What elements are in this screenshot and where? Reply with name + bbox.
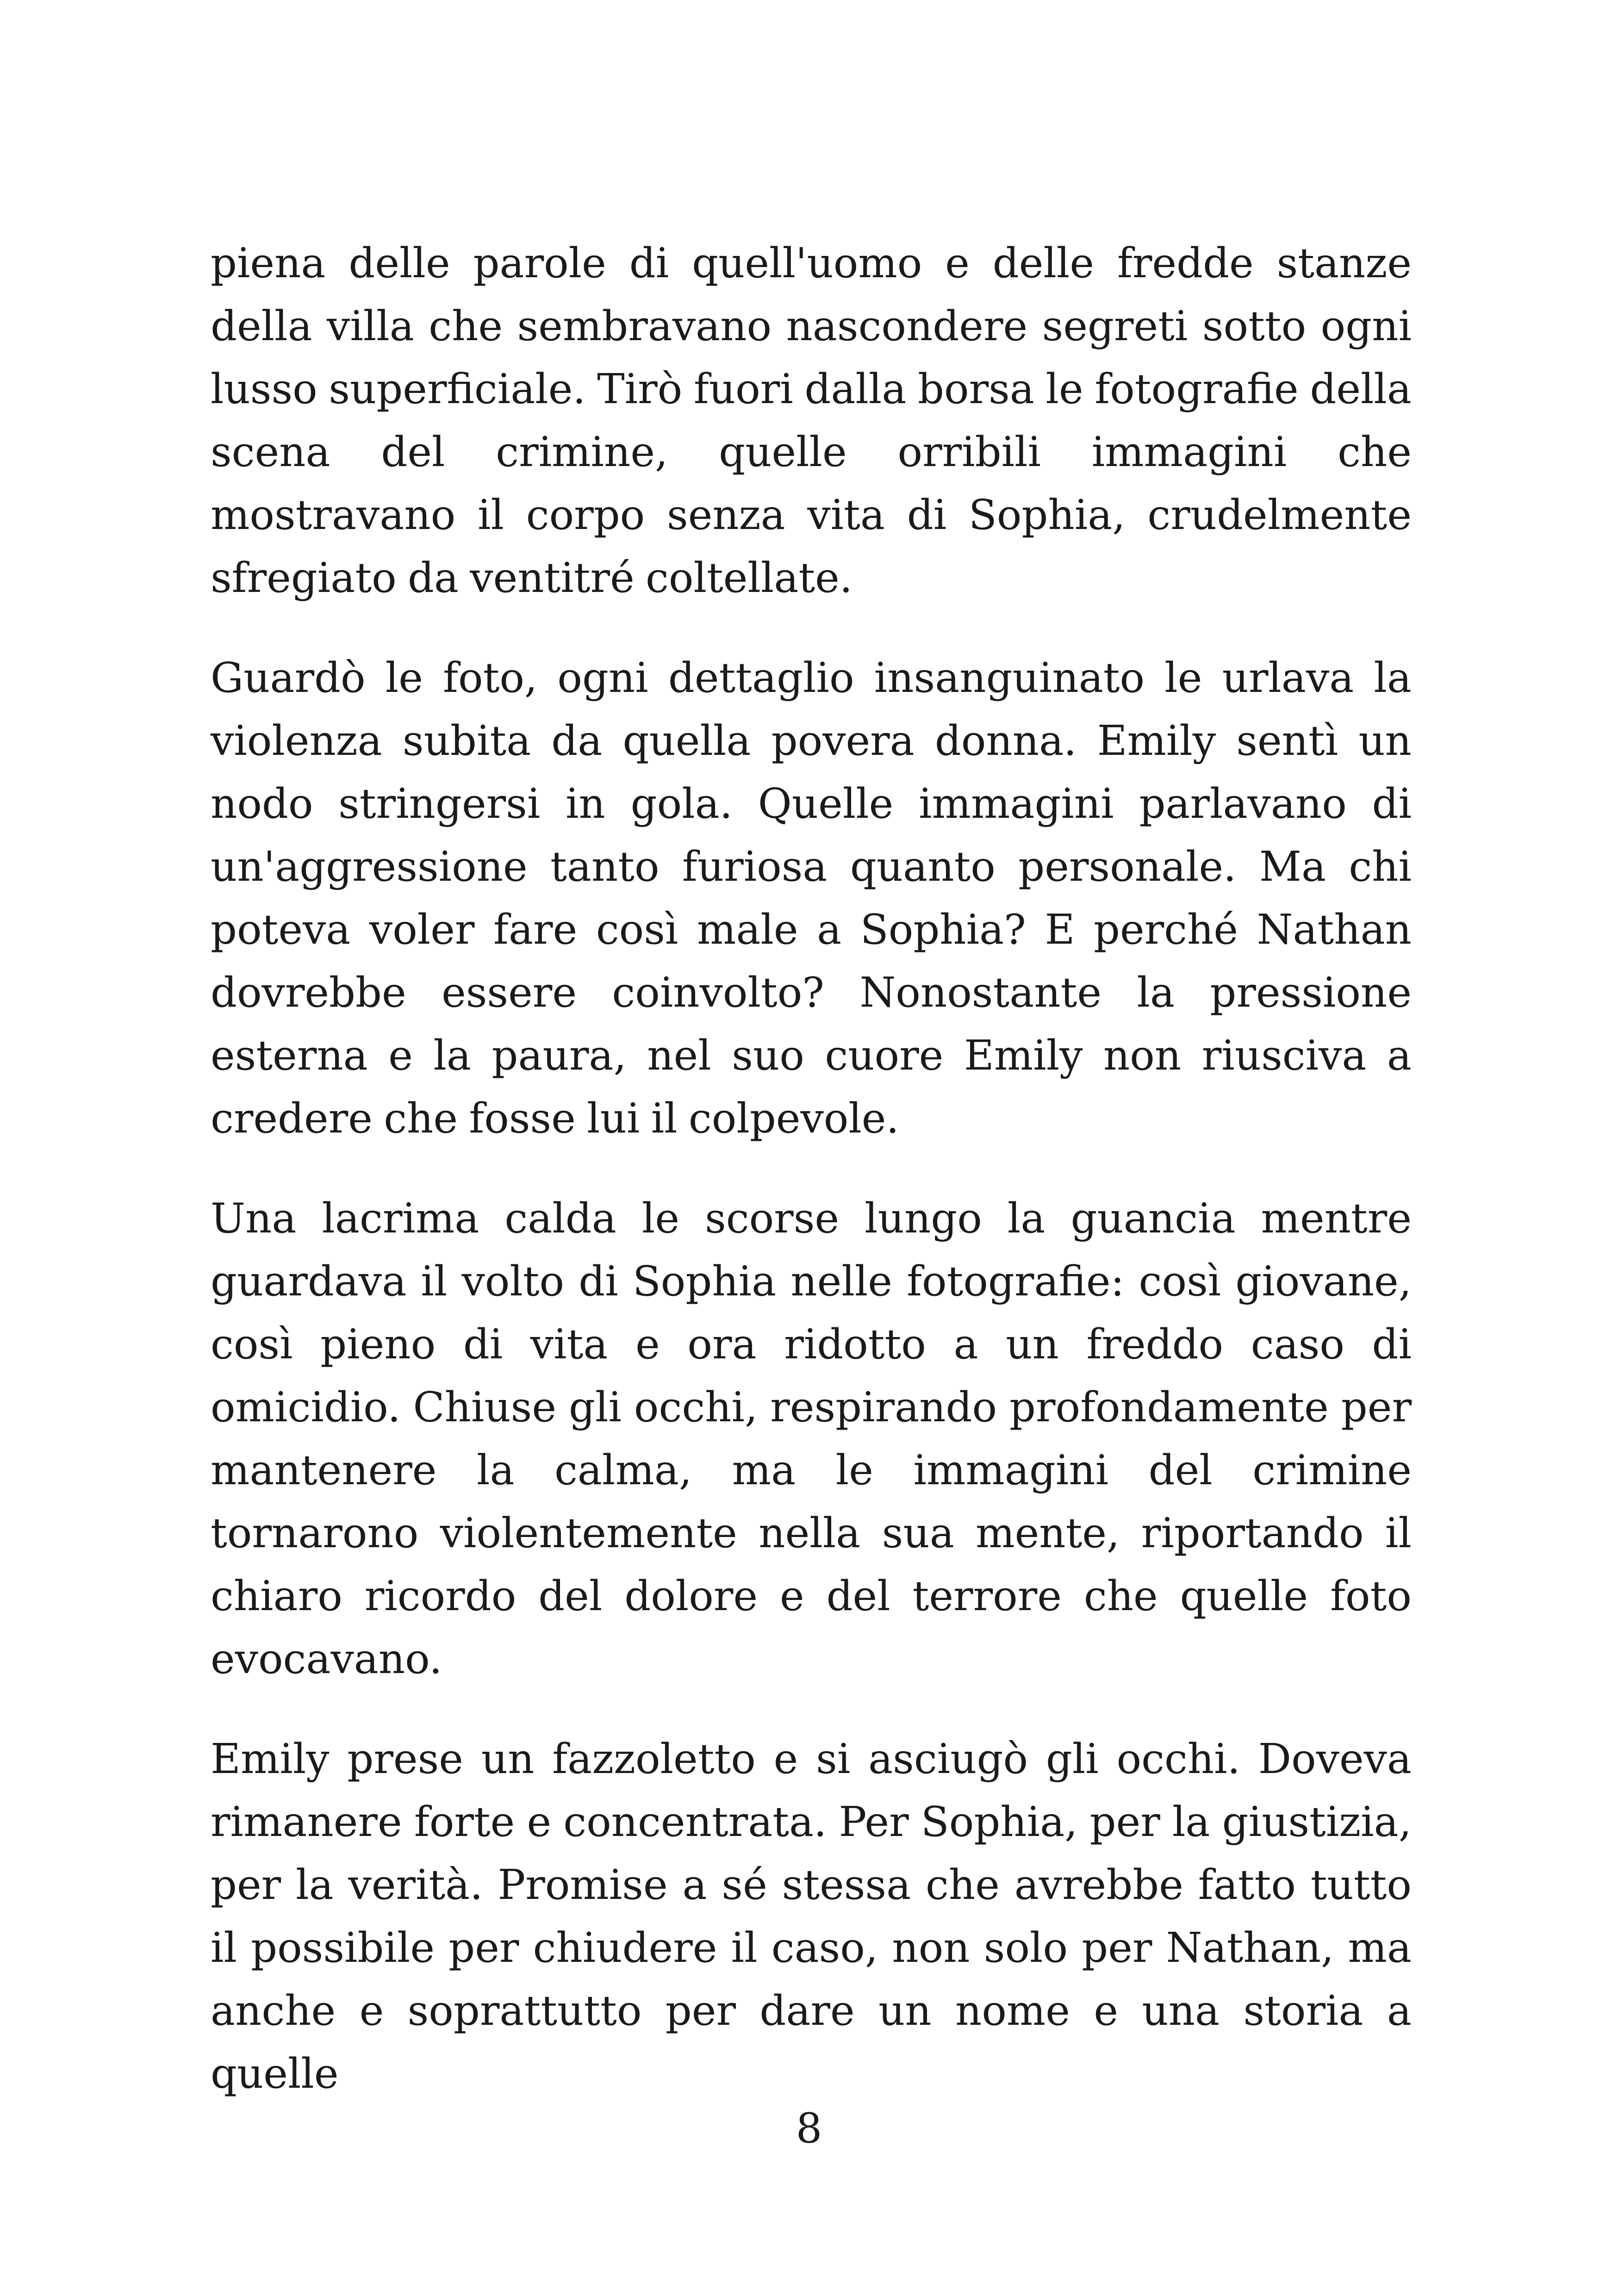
paragraph: Guardò le foto, ogni dettaglio insanguinato le urlava la violenza subita da quella povera donna. Emily sentì un nodo stringersi in gola. Quelle immagini parlavano di un'aggressione tanto furiosa quanto personale. Ma chi poteva voler fare così male a Sophia? E perché Nathan dovrebbe essere coinvolto? Nonostante la pressione esterna e la paura, nel suo cuore Emily non riusciva a credere che fosse lui il colpevole.	[211, 653, 1412, 1142]
paragraph: Una lacrima calda le scorse lungo la guancia mentre guardava il volto di Sophia nelle fotografie: così giovane, così pieno di vita e ora ridotto a un freddo caso di omicidio. Chiuse gli occhi, respirando profondamente per mantenere la calma, ma le immagini del crimine tornarono violentemente nella sua mente, riportando il chiaro ricordo del dolore e del terrore che quelle foto evocavano.	[211, 1194, 1412, 1683]
paragraph: piena delle parole di quell'uomo e delle fredde stanze della villa che sembravano nascondere segreti sotto ogni lusso superficiale. Tirò fuori dalla borsa le fotografie della scena del crimine, quelle orribili immagini che mostravano il corpo senza vita di Sophia, crudelmente sfregiato da ventitré coltellate.	[211, 239, 1412, 602]
body-text	[211, 231, 1412, 2105]
paragraph: Emily prese un fazzoletto e si asciugò gli occhi. Doveva rimanere forte e concentrata. Per Sophia, per la giustizia, per la verità. Promise a sé stessa che avrebbe fatto tutto il possibile per chiudere il caso, non solo per Nathan, ma anche e soprattutto per dare un nome e una storia a quelle	[211, 1735, 1412, 2097]
page-number: 8	[796, 2104, 822, 2152]
